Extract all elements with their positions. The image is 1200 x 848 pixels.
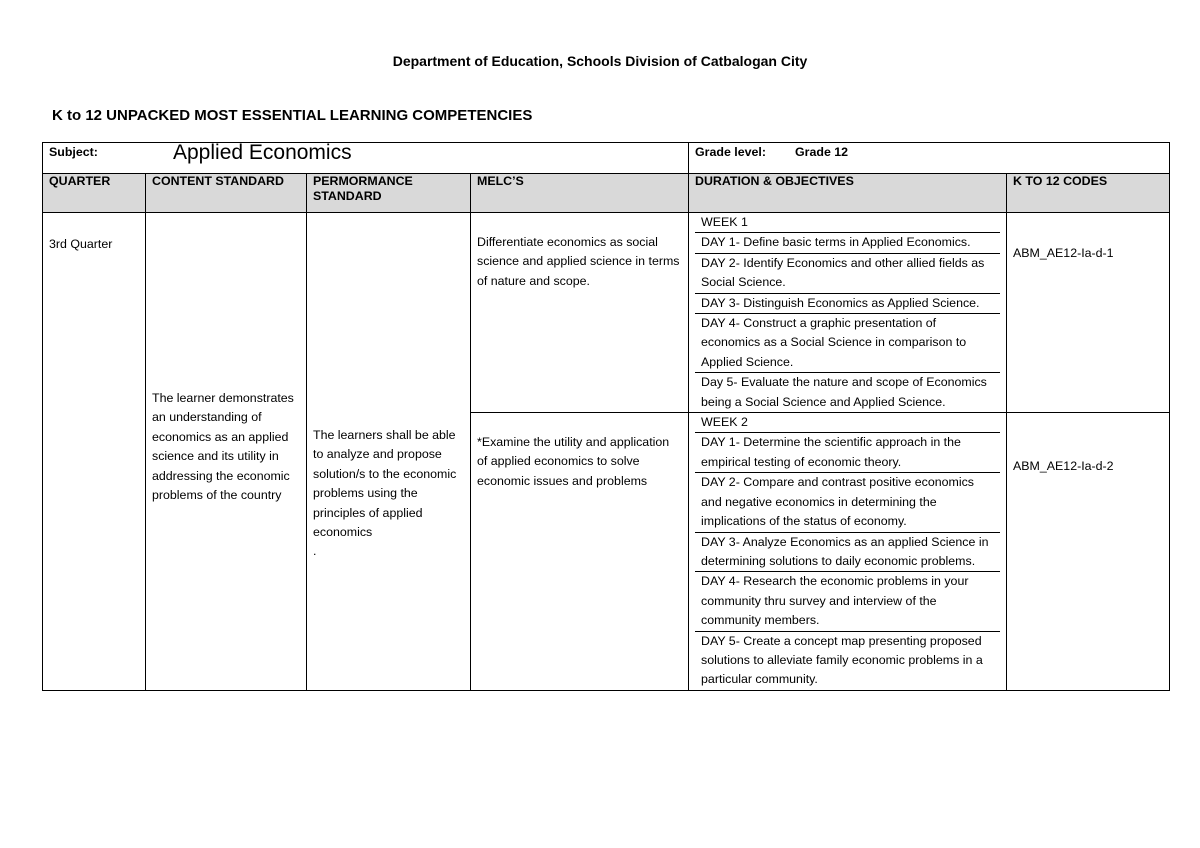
performance-standard-tail: . bbox=[313, 544, 317, 559]
duration-cell bbox=[689, 413, 1007, 691]
table-row bbox=[43, 213, 1170, 413]
department-header: Department of Education, Schools Division of Catbalogan City bbox=[392, 53, 808, 69]
k12-code-cell: ABM_AE12-Ia-d-1 bbox=[1007, 213, 1170, 413]
column-header-row bbox=[43, 174, 1170, 213]
day-objective: Day 5- Evaluate the nature and scope of Economics being a Social Science and Applied Science. bbox=[701, 375, 987, 409]
day-objective: DAY 4- Construct a graphic presentation of economics as a Social Science in comparison to Applied Science. bbox=[695, 314, 1000, 373]
subject-row bbox=[43, 143, 1170, 174]
duration-cell bbox=[689, 213, 1007, 413]
day-objective: DAY 1- Define basic terms in Applied Economics. bbox=[695, 233, 1000, 253]
day-objective: DAY 3- Analyze Economics as an applied Science in determining solutions to daily economic problems. bbox=[695, 533, 1000, 573]
day-objective: DAY 4- Research the economic problems in your community thru survey and interview of the community members. bbox=[695, 572, 1000, 631]
grade-cell bbox=[689, 143, 1170, 174]
melc-table bbox=[42, 142, 1170, 691]
day-objective: DAY 5- Create a concept map presenting proposed solutions to alleviate family economic problems in a particular community. bbox=[701, 633, 983, 687]
column-header: QUARTER bbox=[43, 174, 146, 213]
column-header: MELC’S bbox=[471, 174, 689, 213]
melc-cell: Differentiate economics as social science and applied science in terms of nature and scope. bbox=[471, 213, 689, 413]
subject-value: Applied Economics bbox=[173, 141, 352, 164]
k12-code-cell: ABM_AE12-Ia-d-2 bbox=[1007, 413, 1170, 691]
day-objective: DAY 1- Determine the scientific approach in the empirical testing of economic theory. bbox=[695, 433, 1000, 473]
week-label: WEEK 1 bbox=[695, 213, 1000, 233]
quarter-cell: 3rd Quarter bbox=[43, 213, 146, 691]
week-label: WEEK 2 bbox=[695, 413, 1000, 433]
melc-cell: *Examine the utility and application of applied economics to solve economic issues and problems bbox=[471, 413, 689, 691]
document-title: K to 12 UNPACKED MOST ESSENTIAL LEARNING COMPETENCIES bbox=[52, 107, 533, 124]
day-objective: DAY 2- Identify Economics and other allied fields as Social Science. bbox=[695, 254, 1000, 294]
column-header: CONTENT STANDARD bbox=[146, 174, 307, 213]
grade-label: Grade level: bbox=[695, 145, 766, 159]
column-header: PERMORMANCE STANDARD bbox=[307, 174, 471, 213]
subject-label: Subject: bbox=[49, 145, 98, 159]
day-objective: DAY 3- Distinguish Economics as Applied Science. bbox=[695, 294, 1000, 314]
column-header: K TO 12 CODES bbox=[1007, 174, 1170, 213]
subject-cell bbox=[43, 143, 689, 174]
performance-standard-cell bbox=[307, 213, 471, 691]
day-objective: DAY 2- Compare and contrast positive economics and negative economics in determining the implications of the status of economy. bbox=[695, 473, 1000, 532]
column-header: DURATION & OBJECTIVES bbox=[689, 174, 1007, 213]
grade-value: Grade 12 bbox=[795, 145, 849, 159]
content-standard-cell: The learner demonstrates an understanding of economics as an applied science and its utility in addressing the economic problems of the country bbox=[146, 213, 307, 691]
performance-standard-text: The learners shall be able to analyze and propose solution/s to the economic problems using the principles of applied economics bbox=[313, 428, 457, 540]
